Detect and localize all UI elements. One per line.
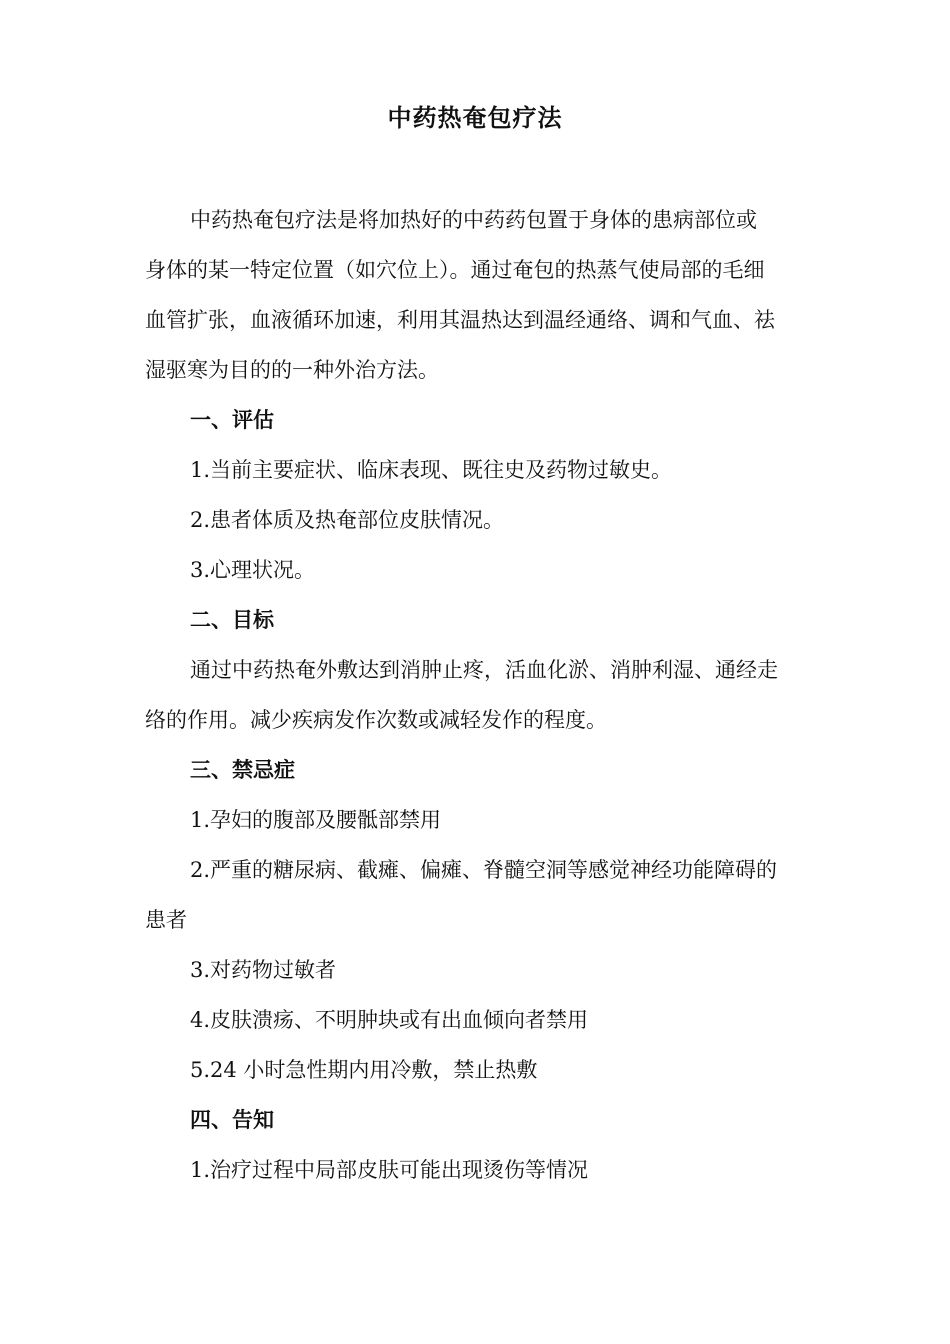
contraindication-item-3: 3.对药物过敏者 — [190, 958, 337, 982]
document-title: 中药热奄包疗法 — [387, 103, 563, 132]
goal-line-2: 络的作用。减少疾病发作次数或减轻发作的程度。 — [145, 708, 607, 732]
contraindication-item-5: 5.24 小时急性期内用冷敷，禁止热敷 — [190, 1058, 538, 1082]
notice-item-1: 1.治疗过程中局部皮肤可能出现烫伤等情况 — [190, 1158, 589, 1182]
goal-line-1: 通过中药热奄外敷达到消肿止疼，活血化淤、消肿利湿、通经走 — [190, 658, 778, 682]
contraindication-item-4: 4.皮肤溃疡、不明肿块或有出血倾向者禁用 — [190, 1008, 589, 1032]
assessment-item-2: 2.患者体质及热奄部位皮肤情况。 — [190, 508, 505, 532]
assessment-item-1: 1.当前主要症状、临床表现、既往史及药物过敏史。 — [190, 458, 673, 482]
contraindication-item-2-cont: 患者 — [145, 908, 187, 932]
intro-line-1: 中药热奄包疗法是将加热好的中药药包置于身体的患病部位或 — [190, 208, 757, 232]
section-heading-notice: 四、告知 — [190, 1107, 274, 1132]
section-heading-assessment: 一、评估 — [190, 407, 274, 432]
section-heading-goal: 二、目标 — [190, 607, 274, 632]
intro-line-4: 湿驱寒为目的的一种外治方法。 — [145, 358, 439, 382]
contraindication-item-2: 2.严重的糖尿病、截瘫、偏瘫、脊髓空洞等感觉神经功能障碍的 — [190, 858, 778, 882]
intro-line-2: 身体的某一特定位置（如穴位上）。通过奄包的热蒸气使局部的毛细 — [145, 258, 765, 282]
intro-line-3: 血管扩张，血液循环加速，利用其温热达到温经通络、调和气血、祛 — [145, 308, 775, 332]
contraindication-item-1: 1.孕妇的腹部及腰骶部禁用 — [190, 808, 442, 832]
section-heading-contraindications: 三、禁忌症 — [190, 757, 295, 782]
assessment-item-3: 3.心理状况。 — [190, 558, 316, 582]
